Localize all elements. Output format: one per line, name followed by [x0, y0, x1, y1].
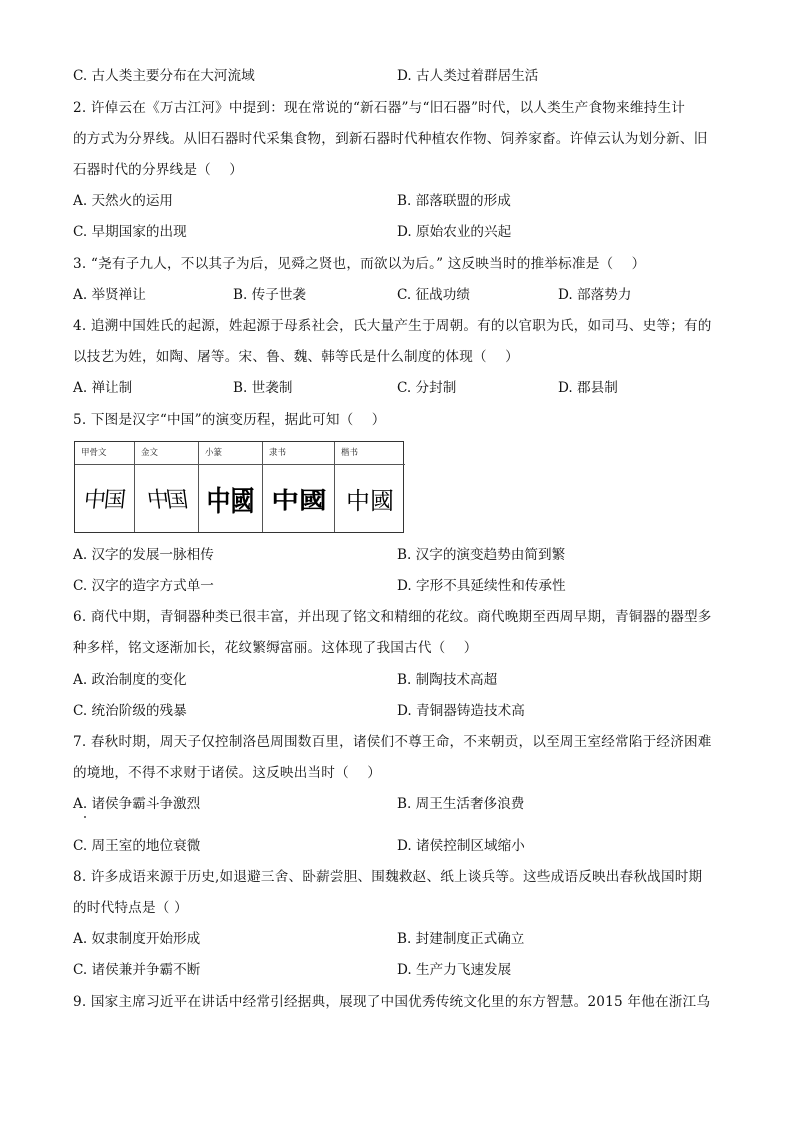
- glyph-regular: 中國: [346, 487, 394, 515]
- q6-option-b: B. 制陶技术高超: [397, 672, 498, 688]
- q6-option-d: D. 青铜器铸造技术高: [397, 703, 525, 719]
- q2-option-d: D. 原始农业的兴起: [397, 224, 512, 240]
- q8-stem-line-1: 8. 许多成语来源于历史,如退避三舍、卧薪尝胆、围魏救赵、纸上谈兵等。这些成语反映出春秋战国时期: [73, 869, 703, 885]
- q4-option-c: C. 分封制: [397, 380, 457, 396]
- character-evolution-table: [74, 441, 404, 533]
- q4-stem-line-2: 以技艺为姓，如陶、屠等。宋、鲁、魏、韩等氏是什么制度的体现（ ）: [73, 349, 519, 365]
- table-header-small-seal: 小篆: [199, 442, 263, 465]
- q7-option-d: D. 诸侯控制区域缩小: [397, 838, 525, 854]
- glyph-oracle-bone: 中国: [75, 465, 135, 532]
- q8-option-a: A. 奴隶制度开始形成: [73, 931, 201, 947]
- q5-option-d: D. 字形不具延续性和传承性: [397, 578, 566, 594]
- q6-option-c: C. 统治阶级的残暴: [73, 703, 187, 719]
- q3-option-c: C. 征战功绩: [397, 287, 470, 303]
- q4-option-b: B. 世袭制: [233, 380, 293, 396]
- q7-option-c: C. 周王室的地位衰微: [73, 838, 201, 854]
- q2-option-b: B. 部落联盟的形成: [397, 193, 511, 209]
- q3-stem: 3. “尧有子九人，不以其子为后，见舜之贤也，而欲以为后。” 这反映当时的推举标准是（ ）: [73, 256, 646, 272]
- q1-option-d: D. 古人类过着群居生活: [397, 68, 539, 84]
- q8-option-c: C. 诸侯兼并争霸不断: [73, 962, 201, 978]
- q6-stem-line-2: 种多样，铭文逐渐加长，花纹繁缛富丽。这体现了我国古代（ ）: [73, 640, 478, 656]
- glyph-clerical: 中國: [263, 465, 335, 532]
- q4-stem-line-1: 4. 追溯中国姓氏的起源，姓起源于母系社会，氏大量产生于周朝。有的以官职为氏，如司马、史等；有的: [73, 318, 712, 334]
- q3-option-a: A. 举贤禅让: [73, 287, 146, 303]
- table-header-clerical: 隶书: [263, 442, 335, 465]
- glyph-small-seal: 中國: [199, 465, 263, 532]
- q7-option-b: B. 周王生活奢侈浪费: [397, 796, 525, 812]
- q7-stem-line-2: 的境地，不得不求财于诸侯。这反映出当时（ ）: [73, 765, 381, 781]
- q5-option-c: C. 汉字的造字方式单一: [73, 578, 214, 594]
- q2-stem-line-2: 的方式为分界线。从旧石器时代采集食物，到新石器时代种植农作物、饲养家畜。许倬云认为划分新、旧: [73, 131, 708, 147]
- table-header-oracle-bone: 甲骨文: [75, 442, 135, 465]
- q3-option-d: D. 部落势力: [558, 287, 632, 303]
- q2-stem-line-1: 2. 许倬云在《万古江河》中提到：现在常说的“新石器”与“旧石器”时代，以人类生产食物来维持生计: [73, 100, 686, 116]
- q7-option-a: A. 诸侯争霸斗争激烈: [73, 796, 201, 812]
- q2-option-a: A. 天然火的运用: [73, 193, 174, 209]
- q2-stem-line-3: 石器时代的分界线是（ ）: [73, 162, 244, 178]
- q2-option-c: C. 早期国家的出现: [73, 224, 187, 240]
- q8-option-b: B. 封建制度正式确立: [397, 931, 525, 947]
- q3-option-b: B. 传子世袭: [233, 287, 307, 303]
- q4-option-d: D. 郡县制: [558, 380, 618, 396]
- q5-option-b: B. 汉字的演变趋势由简到繁: [397, 547, 566, 563]
- table-header-bronze: 金文: [135, 442, 199, 465]
- q5-stem: 5. 下图是汉字“中国”的演变历程，据此可知（ ）: [73, 412, 386, 428]
- glyph-bronze: 中国: [135, 465, 199, 532]
- q7-stem-line-1: 7. 春秋时期，周天子仅控制洛邑周围数百里，诸侯们不尊王命，不来朝贡，以至周王室经常陷于经济困难: [73, 734, 712, 750]
- q6-option-a: A. 政治制度的变化: [73, 672, 187, 688]
- stray-dot: [84, 816, 86, 818]
- q8-stem-line-2: 的时代特点是（ ）: [73, 900, 188, 916]
- q8-option-d: D. 生产力飞速发展: [397, 962, 512, 978]
- q9-stem-line-1: 9. 国家主席习近平在讲话中经常引经据典，展现了中国优秀传统文化里的东方智慧。2015 年他在浙江乌: [73, 994, 711, 1010]
- table-header-regular: 楷书: [335, 442, 405, 465]
- q4-option-a: A. 禅让制: [73, 380, 133, 396]
- q1-option-c: C. 古人类主要分布在大河流域: [73, 68, 255, 84]
- q5-option-a: A. 汉字的发展一脉相传: [73, 547, 214, 563]
- q6-stem-line-1: 6. 商代中期，青铜器种类已很丰富，并出现了铭文和精细的花纹。商代晚期至西周早期，青铜器的器型多: [73, 609, 712, 625]
